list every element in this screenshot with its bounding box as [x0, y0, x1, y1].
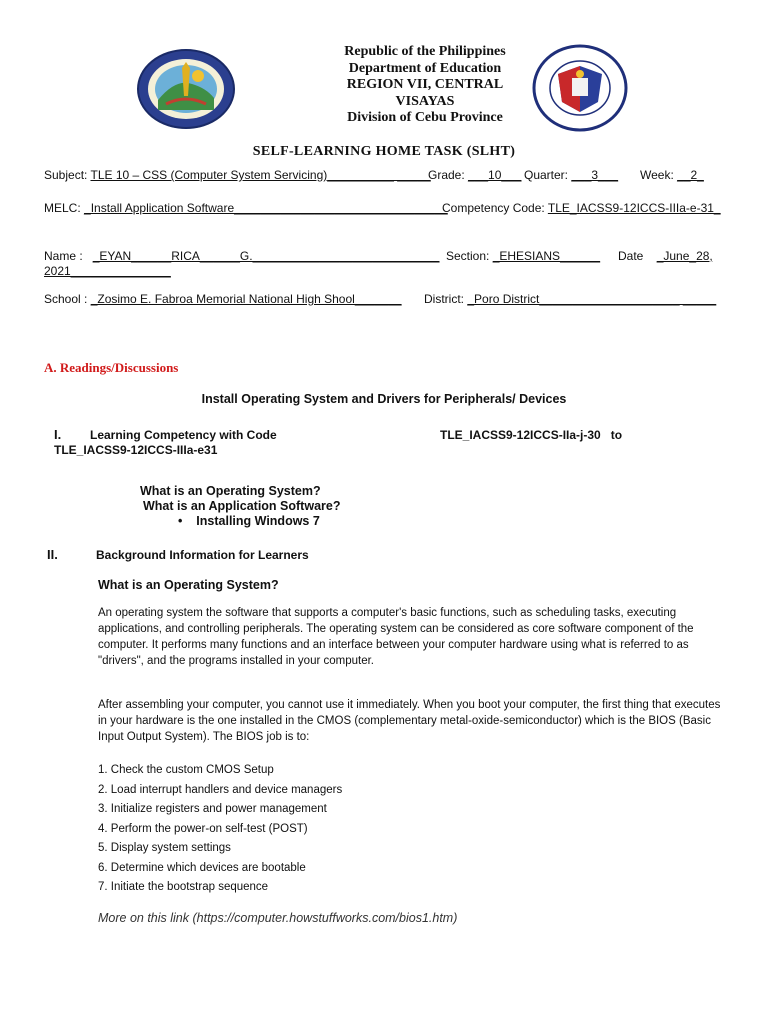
- subject-value: TLE 10 – CSS (Computer System Servicing): [90, 168, 328, 182]
- header-line: Division of Cebu Province: [347, 110, 503, 125]
- main-heading: Install Operating System and Drivers for Peripherals/ Devices: [201, 392, 567, 406]
- competency-label: Competency Code:: [442, 201, 545, 215]
- section-i-code-line2: TLE_IACSS9-12ICCS-IIIa-e31: [54, 443, 218, 457]
- melc-label: MELC:: [44, 201, 81, 215]
- date-value-year: 2021_______________: [44, 264, 171, 278]
- section-value: _EHESIANS______: [492, 249, 601, 263]
- week-field: [640, 168, 704, 183]
- header-block: [300, 44, 550, 127]
- list-item: 7. Initiate the bootstrap sequence: [98, 881, 269, 893]
- section-ii-label: Background Information for Learners: [96, 548, 309, 562]
- name-row: [44, 249, 439, 264]
- list-item: 4. Perform the power-on self-test (POST): [98, 822, 308, 835]
- school-row: [44, 292, 402, 307]
- bullet-icon: •: [178, 514, 183, 528]
- school-label: School :: [44, 292, 88, 306]
- list-item: 1. Check the custom CMOS Setup: [98, 764, 274, 776]
- bullet-label: Installing Windows 7: [196, 514, 320, 528]
- question-item: What is an Operating System?: [140, 484, 321, 498]
- section-i-code: TLE_IACSS9-12ICCS-IIa-j-30 to: [440, 428, 623, 442]
- school-value: _Zosimo E. Fabroa Memorial National High Shool_______: [90, 292, 402, 306]
- district-value: _Poro District_____________________ _____: [467, 292, 717, 306]
- subject-label: Subject:: [44, 168, 88, 182]
- week-label: Week:: [640, 168, 674, 182]
- sub-heading: What is an Operating System?: [98, 578, 279, 592]
- list-item: 6. Determine which devices are bootable: [98, 861, 306, 874]
- header-line: VISAYAS: [395, 93, 455, 109]
- district-label: District:: [424, 292, 464, 306]
- grade-value: ___10___: [468, 168, 522, 182]
- bullet-item: [178, 514, 320, 528]
- bios-steps-list: [98, 763, 342, 894]
- question-item: What is an Application Software?: [143, 499, 341, 513]
- grade-label: Grade:: [428, 168, 465, 182]
- melc-value: _Install Application Software________________________________: [84, 201, 448, 215]
- section-ii-numeral: II.: [47, 547, 58, 562]
- melc-row: [44, 201, 448, 216]
- paragraph-bios: After assembling your computer, you cannot use it immediately. When you boot your computer, the first thing that executes in your hardware is the one installed in the CMOS (complementary metal-oxide-semiconductor) which is the BIOS (Basic Input Output System). The BIOS job is to:: [98, 699, 721, 743]
- grade-field: [428, 168, 521, 183]
- division-seal-logo: [136, 48, 236, 130]
- section-field: [446, 249, 600, 264]
- deped-seal-logo: [532, 44, 628, 132]
- section-i-numeral: I.: [54, 427, 62, 442]
- header-line: Republic of the Philippines: [344, 44, 506, 59]
- section-i-label: Learning Competency with Code: [90, 428, 277, 442]
- quarter-field: [524, 168, 618, 183]
- more-info-link[interactable]: More on this link (https://computer.howstuffworks.com/bios1.htm): [98, 911, 458, 925]
- header-line: REGION VII, CENTRAL: [346, 77, 504, 92]
- subject-tail: __________ _____: [327, 168, 431, 182]
- district-field: [424, 292, 716, 307]
- week-value: __2_: [677, 168, 704, 182]
- header-line: Department of Education: [348, 60, 502, 76]
- date-label: Date: [618, 249, 644, 263]
- list-item: 5. Display system settings: [98, 842, 231, 854]
- competency-field: [442, 201, 721, 216]
- name-label: Name :: [44, 249, 83, 263]
- section-a-heading: A. Readings/Discussions: [44, 360, 179, 375]
- list-item: 3. Initialize registers and power management: [98, 803, 327, 815]
- competency-value: TLE_IACSS9-12ICCS-IIIa-e-31_: [547, 201, 721, 215]
- quarter-label: Quarter:: [524, 168, 569, 182]
- quarter-value: ___3___: [571, 168, 619, 182]
- name-value: _EYAN______RICA______G.____________________________: [92, 249, 440, 263]
- paragraph-operating-system: An operating system the software that supports a computer's basic functions, such as scheduling tasks, executing applications, and controlling peripherals. The operating system can be considered as core software component of the computer. It performs many functions and an interface between your computer hardware using what is referred to as "drivers", and the programs installed in your computer.: [98, 607, 694, 667]
- date-value: _June_28,: [656, 249, 713, 263]
- date-field: [618, 249, 713, 264]
- list-item: 2. Load interrupt handlers and device managers: [98, 783, 343, 796]
- subject-row: [44, 168, 431, 183]
- page-title: SELF-LEARNING HOME TASK (SLHT): [252, 144, 516, 159]
- section-label: Section:: [446, 249, 490, 263]
